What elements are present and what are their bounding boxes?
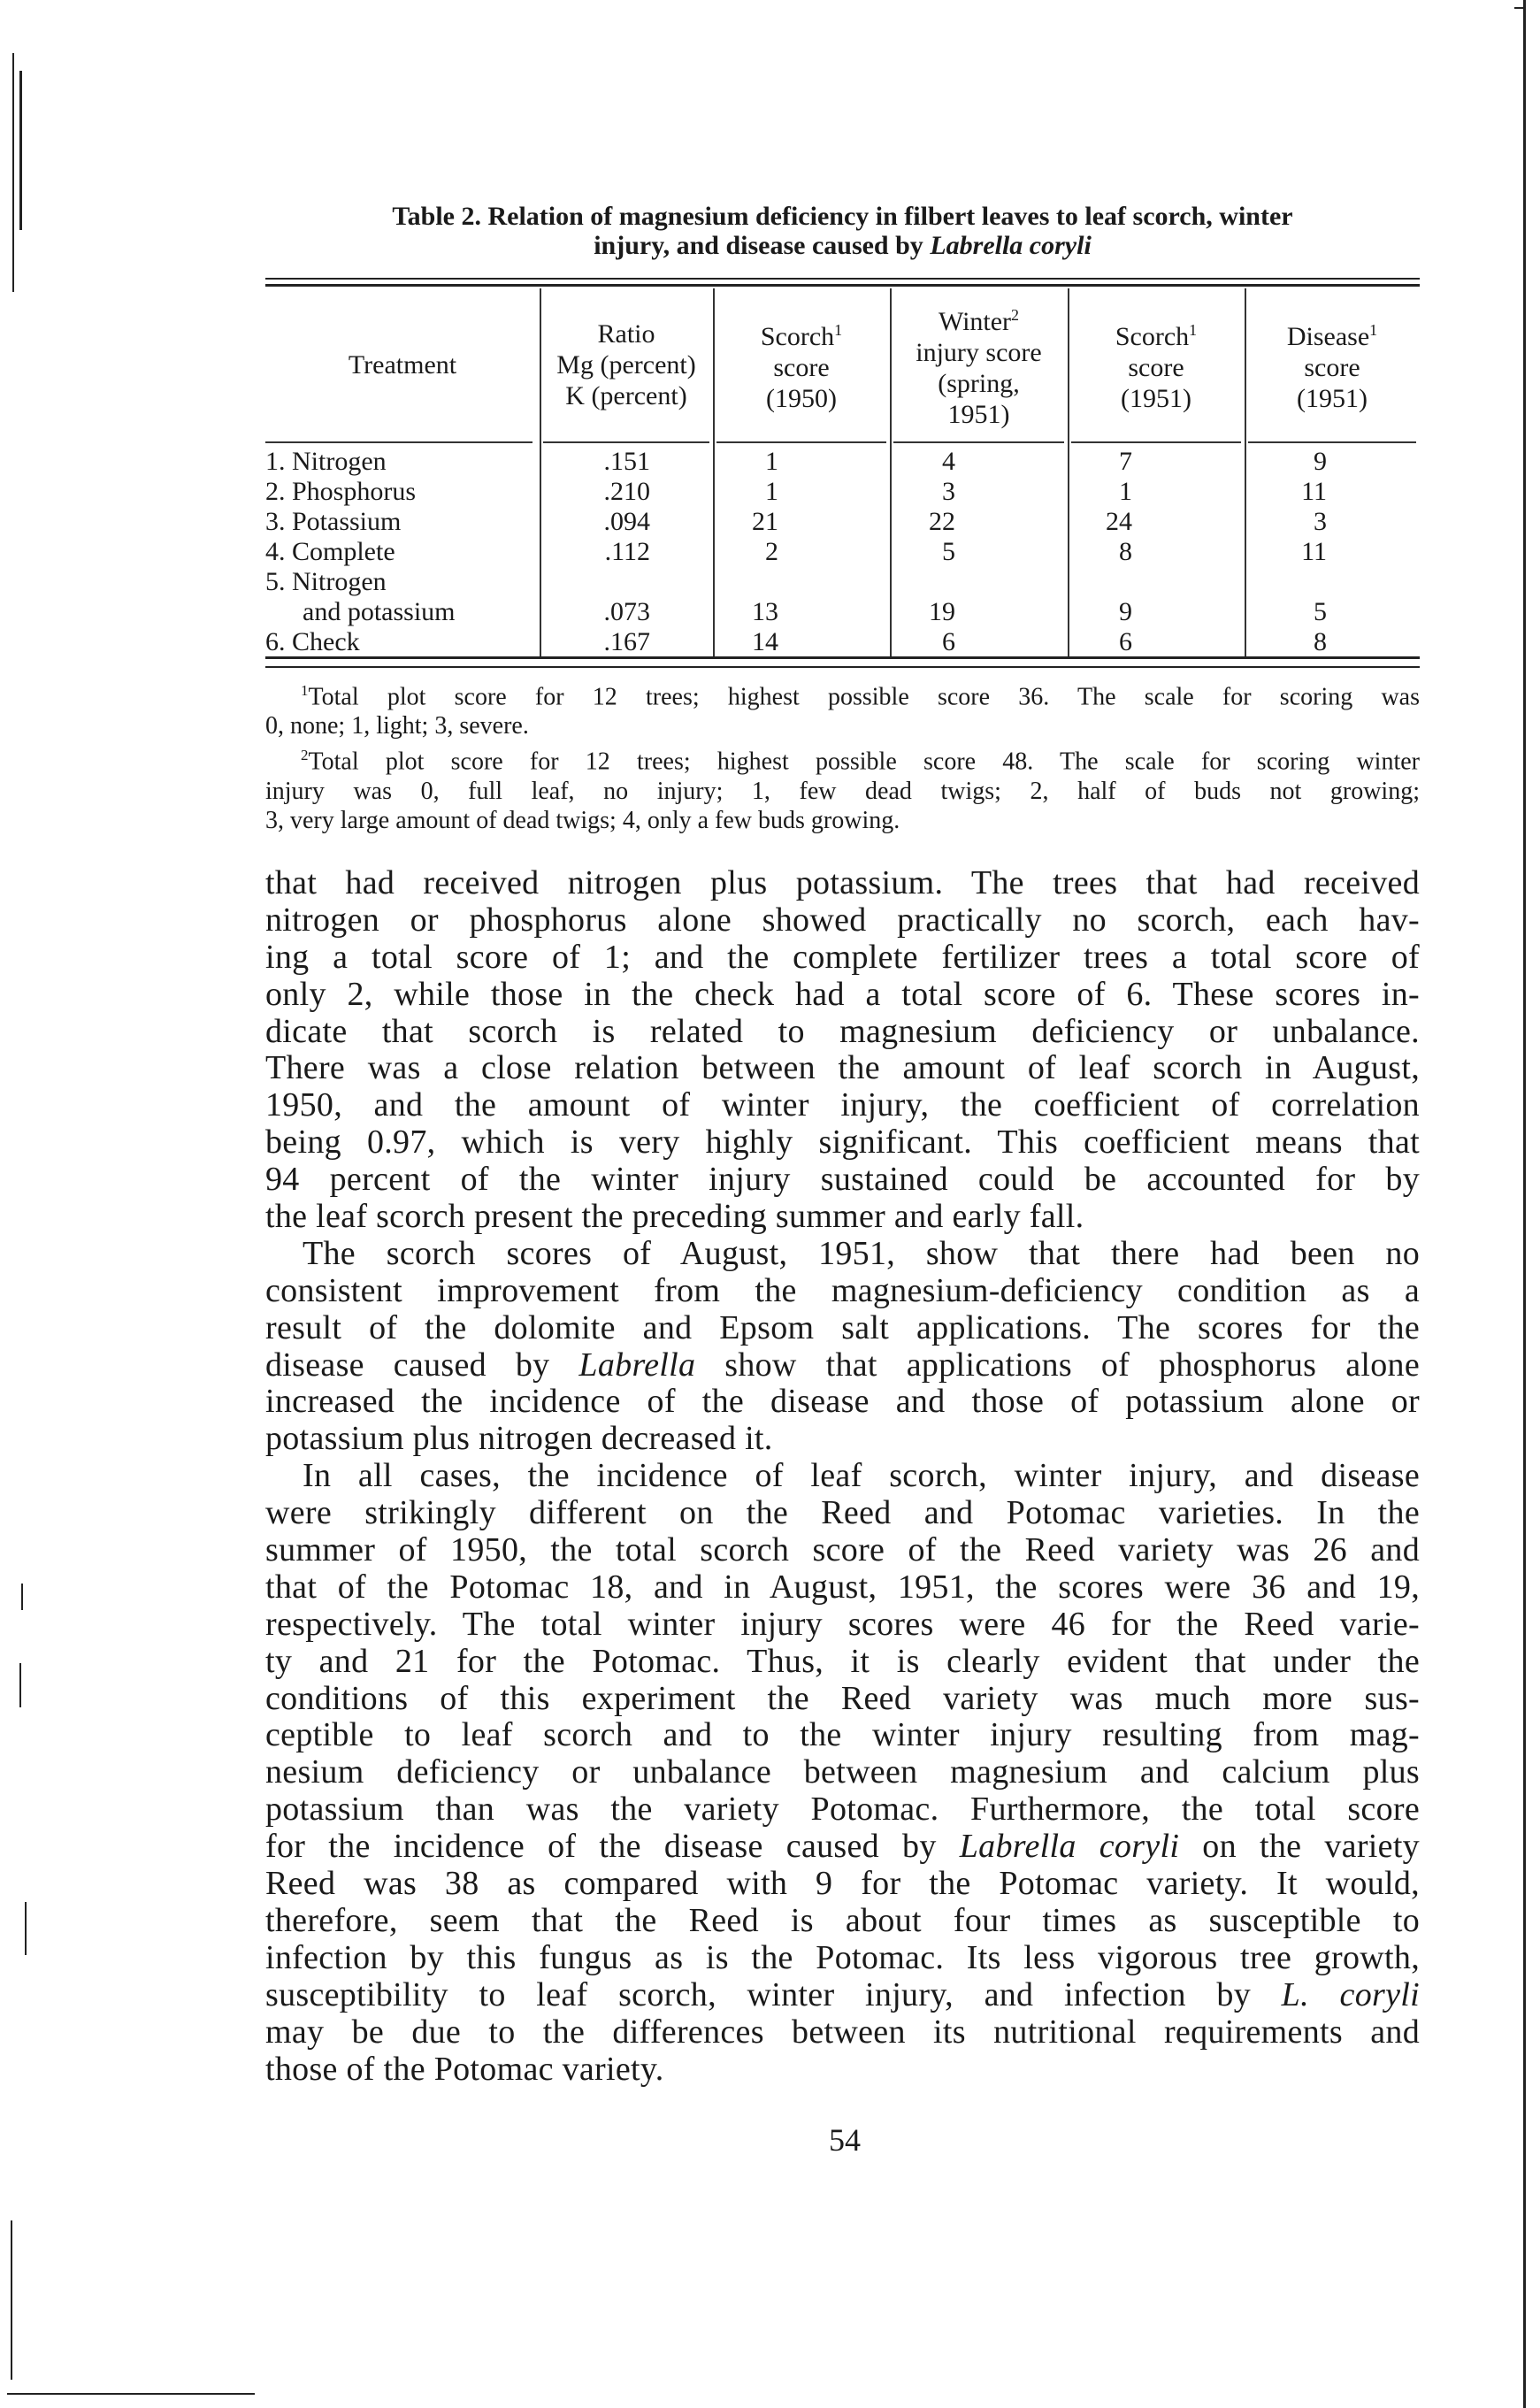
header-line bbox=[761, 352, 842, 383]
header-text: score bbox=[1128, 353, 1184, 382]
table-row bbox=[265, 477, 1420, 507]
header-text: Ratio bbox=[597, 318, 655, 349]
text-line bbox=[265, 1977, 1420, 2014]
text-segment: being 0.97, which is very highly significant. This coefficient means that bbox=[265, 1123, 1420, 1162]
scorch-1950-cell: 1 bbox=[765, 477, 778, 506]
species-name: Labrella bbox=[578, 1346, 696, 1384]
text-segment: ty and 21 for the Potomac. Thus, it is clearly evident that under the bbox=[265, 1642, 1420, 1680]
table-row bbox=[265, 507, 1420, 537]
treatment-cell: 2. Phosphorus bbox=[265, 477, 417, 506]
text-line bbox=[265, 1458, 1420, 1495]
text-segment: result of the dolomite and Epsom salt applications. The scores for the bbox=[265, 1308, 1420, 1346]
scorch-1951-cell: 24 bbox=[1106, 507, 1132, 536]
treatment-cell: 3. Potassium bbox=[265, 507, 402, 536]
species-name: L. coryli bbox=[1281, 1975, 1420, 2013]
ratio-cell: .073 bbox=[603, 597, 650, 626]
footnote-text: Total plot score for 12 trees; highest possible score 48. The scale for scoring winter bbox=[308, 748, 1420, 776]
text-line bbox=[265, 1347, 1420, 1384]
text-segment: disease caused by bbox=[265, 1346, 579, 1384]
header-line bbox=[1115, 352, 1197, 383]
paragraph bbox=[265, 865, 1420, 1236]
ratio-cell: .094 bbox=[603, 507, 650, 536]
text-line bbox=[265, 1940, 1420, 1977]
text-segment: respectively. The total winter injury scores were 46 for the Reed varie- bbox=[265, 1605, 1420, 1643]
text-line bbox=[265, 1310, 1420, 1347]
text-line bbox=[265, 1236, 1420, 1273]
table-row bbox=[265, 447, 1420, 477]
table-bottom-rule bbox=[265, 656, 1420, 659]
scorch-1951-cell: 7 bbox=[1119, 447, 1132, 476]
treatment-cell: 1. Nitrogen bbox=[265, 447, 387, 476]
table-top-rule bbox=[265, 278, 1420, 280]
text-line bbox=[265, 1717, 1420, 1754]
scan-margin-mark bbox=[11, 2220, 12, 2380]
table-title-text: injury, and disease caused by bbox=[594, 231, 931, 260]
table-row bbox=[265, 537, 1420, 567]
disease-1951-cell: 3 bbox=[1314, 507, 1327, 536]
table-title-line2 bbox=[265, 231, 1420, 260]
winter-injury-1951-cell: 19 bbox=[929, 597, 955, 626]
footnote-line bbox=[265, 806, 1420, 835]
text-line bbox=[265, 1087, 1420, 1124]
header-rule bbox=[893, 441, 1064, 443]
text-segment: potassium than was the variety Potomac. Furthermore, the total score bbox=[265, 1791, 1420, 1829]
text-line bbox=[265, 1607, 1420, 1644]
text-segment: ceptible to leaf scorch and to the winter injury resulting from mag- bbox=[265, 1716, 1420, 1754]
header-text: Scorch bbox=[1115, 322, 1190, 351]
scan-margin-mark bbox=[7, 2393, 255, 2395]
ratio-cell: .167 bbox=[603, 627, 650, 656]
text-line bbox=[265, 1681, 1420, 1718]
header-rule bbox=[716, 441, 886, 443]
header-line bbox=[761, 315, 842, 352]
text-line bbox=[265, 1532, 1420, 1569]
footnote-marker: 2 bbox=[1011, 305, 1020, 324]
text-segment: In all cases, the incidence of leaf scorch, winter injury, and disease bbox=[303, 1457, 1420, 1495]
column-header-scorch-1951 bbox=[1068, 288, 1245, 441]
text-line bbox=[265, 865, 1420, 902]
footnote-text: Total plot score for 12 trees; highest possible score 36. The scale for scoring was bbox=[308, 683, 1420, 711]
header-text: Mg (percent) bbox=[556, 349, 696, 380]
header-text: (1951) bbox=[1121, 384, 1191, 413]
text-line bbox=[265, 1124, 1420, 1162]
text-segment: the leaf scorch present the preceding summer and early fall. bbox=[265, 1198, 1084, 1236]
disease-1951-cell: 11 bbox=[1301, 537, 1327, 566]
scorch-1950-cell: 13 bbox=[752, 597, 778, 626]
text-line bbox=[265, 1050, 1420, 1087]
header-text: (spring, bbox=[938, 368, 1020, 398]
text-segment: increased the incidence of the disease and those of potassium alone or bbox=[265, 1383, 1420, 1421]
text-segment: ing a total score of 1; and the complete fertilizer trees a total score of bbox=[265, 938, 1420, 976]
footnote-marker: 1 bbox=[834, 321, 843, 339]
scorch-1951-cell: 8 bbox=[1119, 537, 1132, 566]
scorch-1950-cell: 14 bbox=[752, 627, 778, 656]
table-title bbox=[265, 202, 1420, 260]
header-line bbox=[1287, 383, 1377, 414]
text-line bbox=[265, 977, 1420, 1014]
text-line bbox=[265, 1384, 1420, 1421]
treatment-cell: 5. Nitrogen bbox=[265, 567, 387, 596]
column-header-scorch-1950 bbox=[713, 288, 890, 441]
footnote-marker: 2 bbox=[301, 747, 309, 764]
footnote-text: injury was 0, full leaf, no injury; 1, few dead twigs; 2, half of buds not growing; bbox=[265, 777, 1420, 805]
text-segment: only 2, while those in the check had a total score of 6. These scores in- bbox=[265, 975, 1420, 1013]
header-line bbox=[916, 300, 1041, 337]
winter-injury-1951-cell: 3 bbox=[942, 477, 955, 506]
species-name: Labrella coryli bbox=[959, 1828, 1180, 1866]
text-segment: show that applications of phosphorus alone bbox=[695, 1346, 1420, 1384]
footnote-line bbox=[265, 676, 1420, 711]
disease-1951-cell: 5 bbox=[1314, 597, 1327, 626]
page-number: 54 bbox=[829, 2122, 861, 2158]
header-line bbox=[556, 318, 695, 349]
header-text: 1951) bbox=[947, 399, 1010, 429]
ratio-cell: .151 bbox=[603, 447, 650, 476]
text-line bbox=[265, 1866, 1420, 1903]
footnote-line bbox=[265, 777, 1420, 806]
column-header-winter-injury-1951 bbox=[890, 288, 1068, 441]
scan-margin-mark bbox=[25, 1902, 27, 1955]
header-line bbox=[556, 349, 695, 380]
winter-injury-1951-cell: 22 bbox=[929, 507, 955, 536]
text-segment: 94 percent of the winter injury sustained could be accounted for by bbox=[265, 1161, 1420, 1199]
treatment-cell: 4. Complete bbox=[265, 537, 395, 566]
header-rule bbox=[1248, 441, 1416, 443]
text-line bbox=[265, 1495, 1420, 1532]
text-line bbox=[265, 1162, 1420, 1199]
ratio-cell: .112 bbox=[604, 537, 650, 566]
text-line bbox=[265, 1199, 1420, 1236]
text-segment: those of the Potomac variety. bbox=[265, 2050, 664, 2088]
text-segment: summer of 1950, the total scorch score of the Reed variety was 26 and bbox=[265, 1531, 1420, 1569]
text-segment: conditions of this experiment the Reed variety was much more sus- bbox=[265, 1679, 1420, 1717]
column-header-treatment bbox=[265, 288, 540, 441]
scorch-1951-cell: 6 bbox=[1119, 627, 1132, 656]
footnote-text: 3, very large amount of dead twigs; 4, only a few buds growing. bbox=[265, 806, 900, 834]
text-line bbox=[265, 939, 1420, 977]
footnote-line bbox=[265, 711, 1420, 740]
column-header-ratio bbox=[540, 288, 713, 441]
header-rule bbox=[1071, 441, 1241, 443]
text-segment: Reed was 38 as compared with 9 for the Potomac variety. It would, bbox=[265, 1865, 1420, 1903]
text-line bbox=[265, 1829, 1420, 1866]
header-text: injury score bbox=[916, 337, 1042, 367]
header-line bbox=[761, 383, 842, 414]
header-text: score bbox=[1304, 353, 1360, 382]
body-text bbox=[265, 865, 1420, 2088]
disease-1951-cell: 8 bbox=[1314, 627, 1327, 656]
text-segment: on the variety bbox=[1179, 1828, 1420, 1866]
text-line bbox=[265, 1644, 1420, 1681]
text-segment: nesium deficiency or unbalance between magnesium and calcium plus bbox=[265, 1753, 1420, 1791]
table-top-rule bbox=[265, 284, 1420, 287]
header-text: Disease bbox=[1286, 322, 1370, 351]
header-text: Scorch bbox=[760, 322, 835, 351]
header-rule bbox=[543, 441, 709, 443]
winter-injury-1951-cell: 4 bbox=[942, 447, 955, 476]
disease-1951-cell: 9 bbox=[1314, 447, 1327, 476]
header-line bbox=[349, 349, 456, 380]
footnote-line bbox=[265, 740, 1420, 776]
species-name: Labrella coryli bbox=[930, 231, 1092, 260]
text-segment: potassium plus nitrogen decreased it. bbox=[265, 1420, 773, 1458]
header-line bbox=[1287, 315, 1377, 352]
header-text: (1950) bbox=[766, 384, 837, 413]
scan-margin-mark bbox=[19, 71, 22, 230]
scan-margin-mark bbox=[19, 1663, 21, 1707]
paragraph bbox=[265, 1236, 1420, 1458]
text-segment: infection by this fungus as is the Potomac. Its less vigorous tree growth, bbox=[265, 1938, 1420, 1976]
text-line bbox=[265, 2051, 1420, 2089]
header-line bbox=[916, 399, 1041, 430]
treatment-cell: 6. Check bbox=[265, 627, 360, 656]
table-row-label bbox=[265, 567, 1420, 597]
scorch-1950-cell: 21 bbox=[752, 507, 778, 536]
text-line bbox=[265, 1569, 1420, 1607]
paragraph bbox=[265, 1458, 1420, 2088]
text-line bbox=[265, 1421, 1420, 1458]
treatment-cell: and potassium bbox=[303, 597, 456, 626]
text-segment: 1950, and the amount of winter injury, the coefficient of correlation bbox=[265, 1086, 1420, 1124]
text-segment: for the incidence of the disease caused by bbox=[265, 1828, 960, 1866]
text-line bbox=[265, 1791, 1420, 1829]
text-line bbox=[265, 1754, 1420, 1791]
winter-injury-1951-cell: 6 bbox=[942, 627, 955, 656]
winter-injury-1951-cell: 5 bbox=[942, 537, 955, 566]
footnote-marker: 1 bbox=[1369, 321, 1378, 339]
text-line bbox=[265, 1273, 1420, 1310]
header-line bbox=[556, 380, 695, 411]
text-line bbox=[265, 2014, 1420, 2051]
table-row bbox=[265, 597, 1420, 627]
scorch-1951-cell: 9 bbox=[1119, 597, 1132, 626]
text-line bbox=[265, 1014, 1420, 1051]
scan-edge-line bbox=[1514, 7, 1525, 9]
header-text: K (percent) bbox=[565, 380, 687, 410]
scan-edge-line bbox=[1523, 0, 1526, 2408]
header-line bbox=[916, 337, 1041, 368]
text-segment: susceptibility to leaf scorch, winter injury, and infection by bbox=[265, 1975, 1282, 2013]
header-text: Winter bbox=[938, 306, 1012, 336]
header-text: score bbox=[773, 353, 830, 382]
scan-margin-mark bbox=[12, 53, 14, 292]
text-segment: consistent improvement from the magnesium-deficiency condition as a bbox=[265, 1271, 1420, 1309]
header-text: Treatment bbox=[348, 349, 457, 380]
table-footnotes bbox=[265, 676, 1420, 835]
column-header-disease-1951 bbox=[1245, 288, 1420, 441]
footnote-marker: 1 bbox=[1189, 321, 1198, 339]
text-line bbox=[265, 1903, 1420, 1940]
scorch-1950-cell: 2 bbox=[765, 537, 778, 566]
ratio-cell: .210 bbox=[603, 477, 650, 506]
text-segment: The scorch scores of August, 1951, show that there had been no bbox=[303, 1234, 1420, 1272]
header-line bbox=[1115, 383, 1197, 414]
scorch-1950-cell: 1 bbox=[765, 447, 778, 476]
text-line bbox=[265, 902, 1420, 939]
header-line bbox=[916, 368, 1041, 399]
footnote-text: 0, none; 1, light; 3, severe. bbox=[265, 712, 529, 740]
text-segment: that had received nitrogen plus potassium. The trees that had received bbox=[265, 864, 1420, 901]
header-rule bbox=[265, 441, 532, 443]
text-segment: dicate that scorch is related to magnesium deficiency or unbalance. bbox=[265, 1012, 1420, 1050]
table-title-line1: Table 2. Relation of magnesium deficiency in filbert leaves to leaf scorch, winter bbox=[392, 202, 1293, 231]
footnote-marker: 1 bbox=[301, 682, 309, 699]
header-line bbox=[1115, 315, 1197, 352]
text-segment: were strikingly different on the Reed and Potomac varieties. In the bbox=[265, 1494, 1420, 1532]
table-bottom-rule bbox=[265, 666, 1420, 668]
disease-1951-cell: 11 bbox=[1301, 477, 1327, 506]
header-text: (1951) bbox=[1297, 384, 1368, 413]
scan-margin-mark bbox=[21, 1584, 23, 1610]
header-line bbox=[1287, 352, 1377, 383]
text-segment: There was a close relation between the amount of leaf scorch in August, bbox=[265, 1049, 1420, 1087]
text-segment: that of the Potomac 18, and in August, 1951, the scores were 36 and 19, bbox=[265, 1568, 1420, 1606]
scorch-1951-cell: 1 bbox=[1119, 477, 1132, 506]
text-segment: nitrogen or phosphorus alone showed practically no scorch, each hav- bbox=[265, 901, 1420, 939]
text-segment: therefore, seem that the Reed is about four times as susceptible to bbox=[265, 1901, 1420, 1939]
table-row bbox=[265, 627, 1420, 657]
text-segment: may be due to the differences between its nutritional requirements and bbox=[265, 2013, 1420, 2051]
